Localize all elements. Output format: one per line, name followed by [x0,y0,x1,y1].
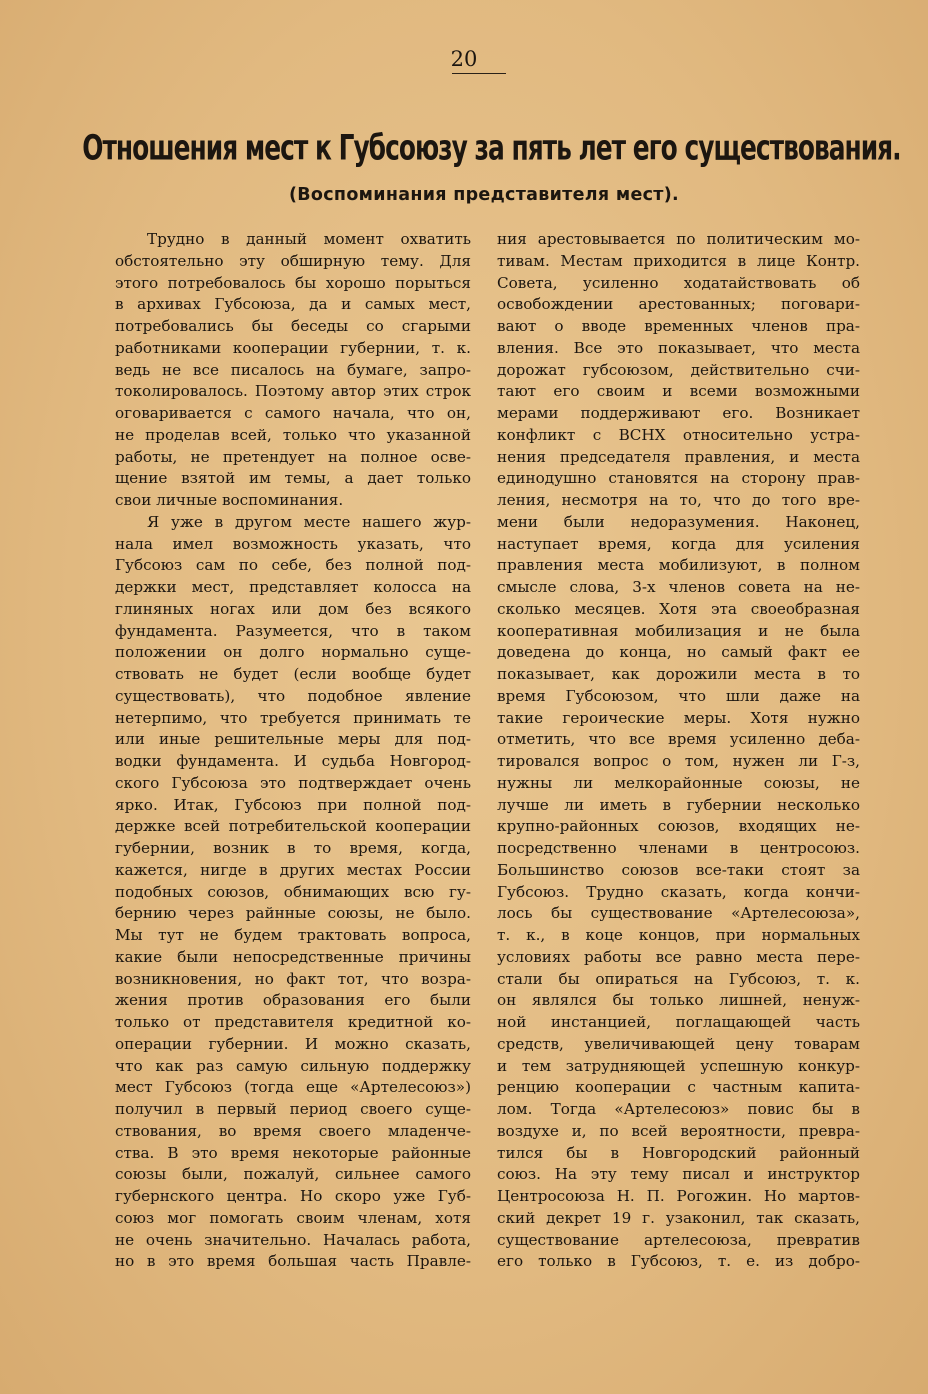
text-line: операции губернии. И можно сказать, [115,1034,471,1053]
text-line: ления, несмотря на то, что до того вре- [497,491,860,509]
text-line: ствования, во время своего младенче- [115,1121,471,1140]
text-line: жения против образования его были [115,991,471,1010]
text-line: ярко. Итак, Губсоюз при полной под- [115,795,471,814]
text-line: оговаривается с самого начала, что он, [115,404,471,422]
text-line: дорожат губсоюзом, действительно счи- [497,360,860,379]
text-line: свои личные воспоминания. [115,491,344,509]
text-line: освобождении арестованных; поговари- [497,295,860,314]
text-line: ского Губсоюза это подтверждает очень [115,773,471,792]
text-line: Центросоюза Н. П. Рогожин. Но мартов- [497,1187,860,1205]
text-line: лом. Тогда «Артелесоюз» повис бы в [497,1100,860,1118]
text-line: мени были недоразумения. Наконец, [497,512,860,531]
text-line: отметить, что все время усиленно деба- [497,730,860,749]
text-line: лось бы существование «Артелесоюза», [497,904,860,923]
text-line: работы, не претендует на полное осве- [115,447,471,466]
text-line: токолировалось. Поэтому автор этих строк [115,382,471,401]
text-line: сколько месяцев. Хотя эта своеобразная [497,599,860,618]
text-line: единодушно становятся на сторону прав- [497,469,860,488]
text-line: но в это время большая часть Правле- [115,1252,471,1271]
text-line: тился бы в Новгородский районный [497,1143,860,1162]
text-line: не очень значительно. Началась работа, [115,1230,471,1249]
text-line: потребовались бы беседы со сгарыми [115,317,471,335]
text-column-left [115,229,471,1273]
page-number: 20 [450,47,478,71]
text-line: Мы тут не будем трактовать вопроса, [115,926,471,944]
text-line: смысле слова, 3-х членов совета на не- [497,578,860,596]
text-line: или иные решительные меры для под- [115,730,471,749]
article-subtitle: (Воспоминания представителя мест). [289,185,679,205]
text-line: ства. В это время некоторые районные [115,1143,471,1162]
text-line: средств, увеличивающей цену товарам [497,1034,860,1053]
text-column-right [497,229,860,1273]
text-line: вления. Все это показывает, что места [497,338,860,357]
text-line: в архивах Губсоюза, да и самых мест, [115,295,471,314]
text-line: водки фундамента. И судьба Новгород- [115,752,471,770]
text-line: положении он долго нормально суще- [115,643,471,662]
text-line: такие героические меры. Хотя нужно [497,708,860,727]
text-line: глиняных ногах или дом без всякого [115,599,471,618]
text-line: держки мест, представляет колосса на [115,578,471,596]
text-line: Большинство союзов все-таки стоят за [497,860,860,879]
text-line: т. к., в коце концов, при нормальных [497,926,860,944]
text-line: его только в Губсоюз, т. е. из добро- [497,1252,860,1271]
text-line: губернии, возник в то время, когда, [115,839,471,857]
text-line: Совета, усиленно ходатайствовать об [497,273,860,292]
text-line: фундамента. Разумеется, что в таком [115,621,471,640]
text-line: какие были непосредственные причины [115,947,471,966]
text-line: ной инстанцией, поглащающей часть [497,1013,860,1031]
text-line: и тем затрудняющей успешную конкур- [497,1056,860,1075]
text-line: конфликт с ВСНХ относительно устра- [497,425,860,444]
text-line: подобных союзов, обнимающих всю гу- [115,882,471,901]
text-line: возникновения, но факт тот, что возра- [115,969,471,988]
text-line: кажется, нигде в других местах России [115,860,471,879]
article-title: Отношения мест к Губсоюзу за пять лет его существования. [82,128,901,169]
text-line: условиях работы все равно места пере- [497,947,860,966]
text-line: нетерпимо, что требуется принимать те [115,708,471,727]
text-line: доведена до конца, но самый факт ее [497,643,860,662]
text-line: существование артелесоюза, превратив [497,1230,860,1249]
text-line: союз мог помогать своим членам, хотя [115,1208,471,1227]
text-line: нужны ли мелкорайонные союзы, не [497,773,860,792]
text-line: кооперативная мобилизация и не была [497,621,860,640]
text-line: ский декрет 19 г. узаконил, так сказать, [497,1208,860,1227]
text-line: ния арестовывается по политическим мо- [497,230,860,248]
text-line: что как раз самую сильную поддержку [115,1056,471,1075]
text-line: существовать), что подобное явление [115,686,471,705]
text-line: тают его своим и всеми возможными [497,382,860,401]
text-line: Губсоюз. Трудно сказать, когда кончи- [497,882,860,901]
text-line: Трудно в данный момент охватить [147,230,471,248]
text-line: только от представителя кредитной ко- [115,1013,471,1031]
text-line: Губсоюз сам по себе, без полной под- [115,556,471,575]
text-line: Я уже в другом месте нашего жур- [147,512,471,531]
text-line: бернию через райнные союзы, не было. [115,904,471,923]
text-line: держке всей потребительской кооперации [115,817,471,836]
text-line: тировался вопрос о том, нужен ли Г-з, [497,752,860,770]
text-line: мест Губсоюз (тогда еще «Артелесоюз») [115,1078,471,1097]
text-line: ренцию кооперации с частным капита- [497,1078,860,1097]
text-line: нала имел возможность указать, что [115,534,471,553]
text-line: стали бы опираться на Губсоюз, т. к. [497,969,860,988]
text-line: правления места мобилизуют, в полном [497,556,860,575]
text-line: нения председателя правления, и места [497,447,860,466]
text-line: воздухе и, по всей вероятности, превра- [497,1121,860,1140]
text-line: показывает, как дорожили места в то [497,665,860,683]
text-line: он являлся бы только лишней, ненуж- [497,991,860,1010]
text-line: наступает время, когда для усиления [497,534,860,553]
text-line: ведь не все писалось на бумаге, запро- [115,360,471,379]
text-line: мерами поддерживают его. Возникает [497,404,860,422]
text-line: этого потребовалось бы хорошо порыться [115,273,471,292]
text-line: щение взятой им темы, а дает только [115,469,471,488]
text-line: получил в первый период своего суще- [115,1100,471,1118]
text-line: не проделав всей, только что указанной [115,425,471,444]
text-line: союзы были, пожалуй, сильнее самого [115,1165,471,1184]
text-line: крупно-районных союзов, входящих не- [497,817,860,836]
text-line: тивам. Местам приходится в лице Контр. [497,251,860,270]
text-line: время Губсоюзом, что шли даже на [497,686,860,705]
page-number-rule [452,73,506,74]
text-line: работниками кооперации губернии, т. к. [115,338,471,357]
text-line: ствовать не будет (если вообще будет [115,665,471,683]
text-line: обстоятельно эту обширную тему. Для [115,251,471,270]
text-line: союз. На эту тему писал и инструктор [497,1165,860,1184]
text-line: посредственно членами в центросоюз. [497,839,860,857]
text-line: вают о вводе временных членов пра- [497,317,860,335]
text-line: губернского центра. Но скоро уже Губ- [115,1187,471,1205]
text-line: лучше ли иметь в губернии несколько [497,795,860,814]
